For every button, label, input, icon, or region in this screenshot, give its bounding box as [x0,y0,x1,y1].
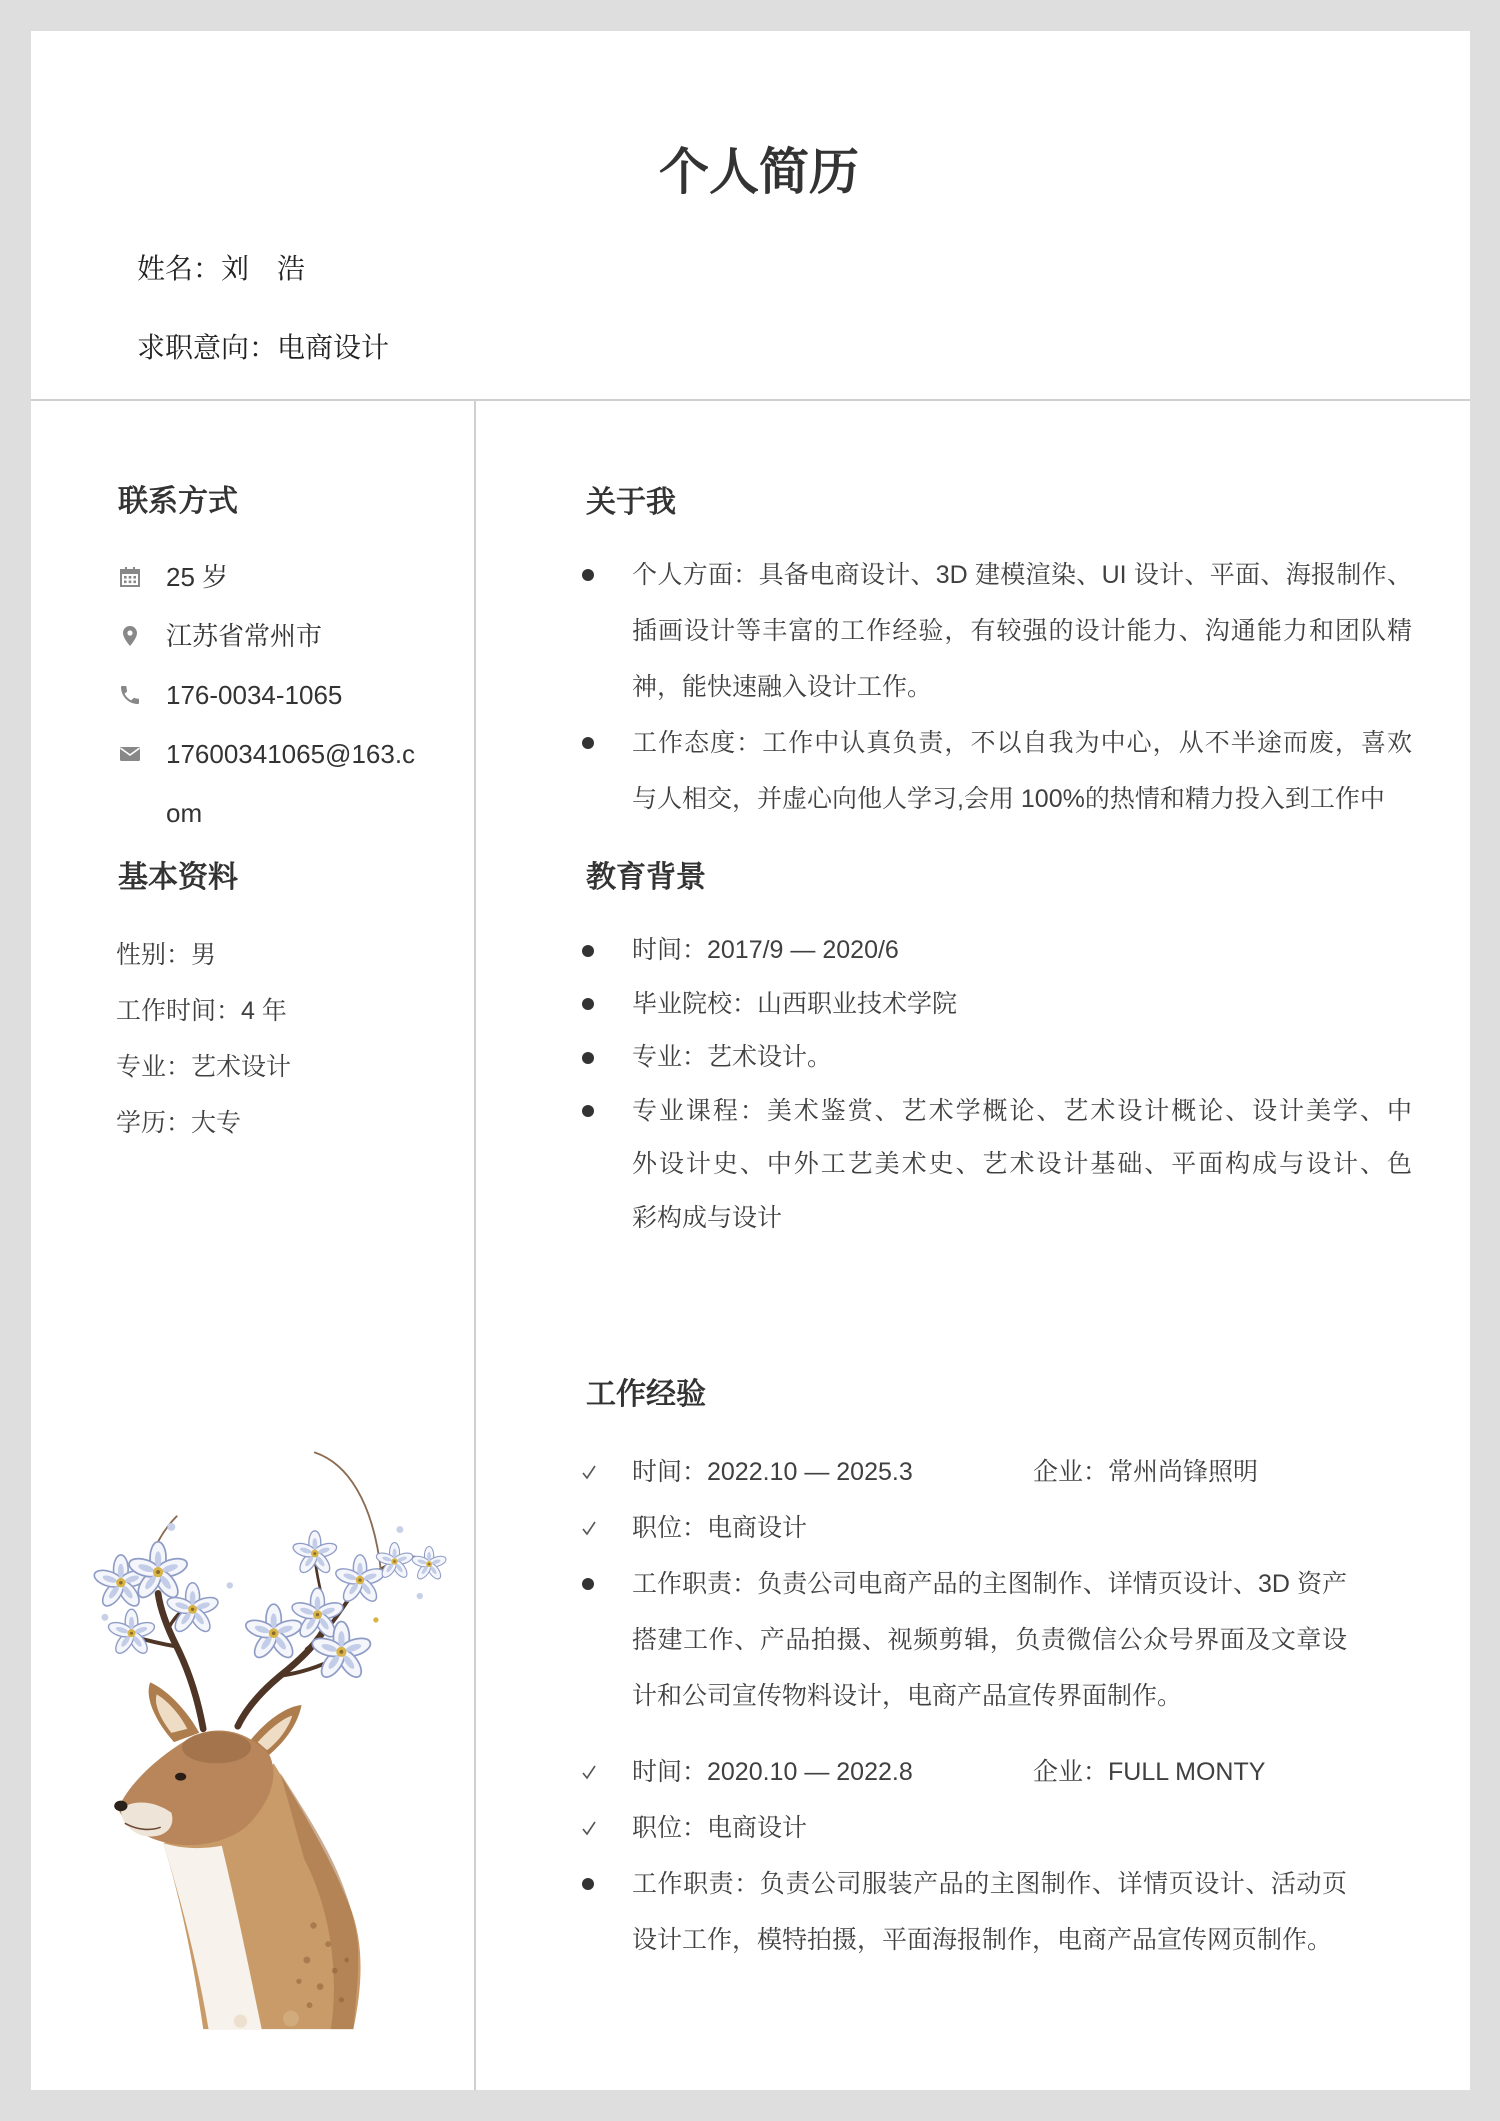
about-list [582,547,1412,827]
job-duty [582,1856,1347,1968]
phone-icon [118,683,142,707]
basic-info-gender: 性别：男 [116,941,217,969]
education-line: 外设计史、中外工艺美术史、艺术设计基础、平面构成与设计、色 [632,1150,1412,1178]
resume-sheet [31,31,1470,2090]
job-duty-line: 搭建工作、产品拍摄、视频剪辑，负责微信公众号界面及文章设 [632,1626,1347,1654]
job-entry [582,1444,1347,1724]
column-divider [474,400,476,2090]
about-heading: 关于我 [586,486,676,519]
basic-info-list [116,927,291,1151]
bullet-dot-icon [582,569,594,581]
contact-item-location [118,607,416,666]
contact-phone: 176-0034-1065 [166,680,343,710]
job-time-row [582,1444,1347,1500]
about-line: 与人相交，并虚心向他人学习,会用 100%的热情和精力投入到工作中 [632,785,1385,813]
bullet-dot-icon [582,998,594,1010]
job-position-row [582,1500,1347,1556]
education-line: 彩构成与设计 [632,1203,783,1232]
contact-heading: 联系方式 [118,485,238,518]
education-line: 专业：艺术设计。 [632,1043,833,1071]
name-line: 姓名：刘 浩 [137,253,306,284]
bullet-dot-icon [582,737,594,749]
basic-info-major: 专业：艺术设计 [116,1053,292,1081]
about-line: 神，能快速融入设计工作。 [632,673,933,701]
resume-title: 个人简历 [659,144,859,200]
bullet-dot-icon [582,1105,594,1117]
basic-info-heading: 基本资料 [118,861,238,894]
job-position: 职位：电商设计 [632,1814,808,1842]
bullet-dot-icon [582,1578,594,1590]
education-line: 专业课程：美术鉴赏、艺术学概论、艺术设计概论、设计美学、中 [632,1096,1412,1125]
about-line: 插画设计等丰富的工作经验，有较强的设计能力、沟通能力和团队精 [632,617,1412,645]
job-intent-line: 求职意向：电商设计 [137,332,390,363]
bullet-dot-icon [582,945,594,957]
deer-illustration [81,1447,453,2032]
about-line: 个人方面：具备电商设计、3D 建模渲染、UI 设计、平面、海报制作、 [632,561,1412,589]
contact-age: 25 岁 [166,562,229,592]
job-position: 职位：电商设计 [632,1514,808,1542]
bullet-dot-icon [582,1052,594,1064]
location-pin-icon [118,624,142,648]
education-line: 时间：2017/9 — 2020/6 [632,936,899,964]
contact-email: 17600341065@163.com [166,739,416,828]
check-icon [582,1464,596,1480]
calendar-icon [118,565,142,589]
basic-info-work-years: 工作时间：4 年 [116,997,287,1025]
contact-item-email [118,725,416,843]
contact-location: 江苏省常州市 [166,621,323,651]
job-duty-line: 设计工作，模特拍摄，平面海报制作，电商产品宣传网页制作。 [632,1926,1333,1954]
about-item [582,547,1412,715]
job-duty [582,1556,1347,1724]
header-divider [31,399,1470,401]
basic-info-education: 学历：大专 [116,1109,242,1137]
education-item [582,978,1412,1032]
job-time-row [582,1744,1347,1800]
work-heading: 工作经验 [586,1378,706,1411]
check-icon [582,1820,596,1836]
education-heading: 教育背景 [586,861,706,894]
education-item [582,924,1412,978]
education-item [582,1031,1412,1085]
education-list [582,924,1412,1245]
job-time: 时间：2022.10 — 2025.3 [632,1458,913,1486]
contact-item-age [118,548,416,607]
job-company: 企业：常州尚锋照明 [1033,1458,1259,1486]
education-item [582,1085,1412,1246]
education-line: 毕业院校：山西职业技术学院 [632,989,958,1018]
job-position-row [582,1800,1347,1856]
bullet-dot-icon [582,1878,594,1890]
check-icon [582,1520,596,1536]
about-line: 工作态度：工作中认真负责，不以自我为中心，从不半途而废，喜欢 [632,729,1412,757]
job-company: 企业：FULL MONTY [1033,1758,1266,1786]
envelope-icon [118,742,142,766]
antler-flowers [92,1523,447,1681]
job-duty-line: 计和公司宣传物料设计，电商产品宣传界面制作。 [632,1682,1183,1710]
job-duty-line: 工作职责：负责公司服装产品的主图制作、详情页设计、活动页 [632,1870,1347,1898]
check-icon [582,1764,596,1780]
contact-list [118,548,416,843]
job-duty-line: 工作职责：负责公司电商产品的主图制作、详情页设计、3D 资产 [632,1570,1347,1598]
about-item [582,715,1412,827]
job-entry [582,1744,1347,1968]
contact-item-phone [118,666,416,725]
job-time: 时间：2020.10 — 2022.8 [632,1758,913,1786]
